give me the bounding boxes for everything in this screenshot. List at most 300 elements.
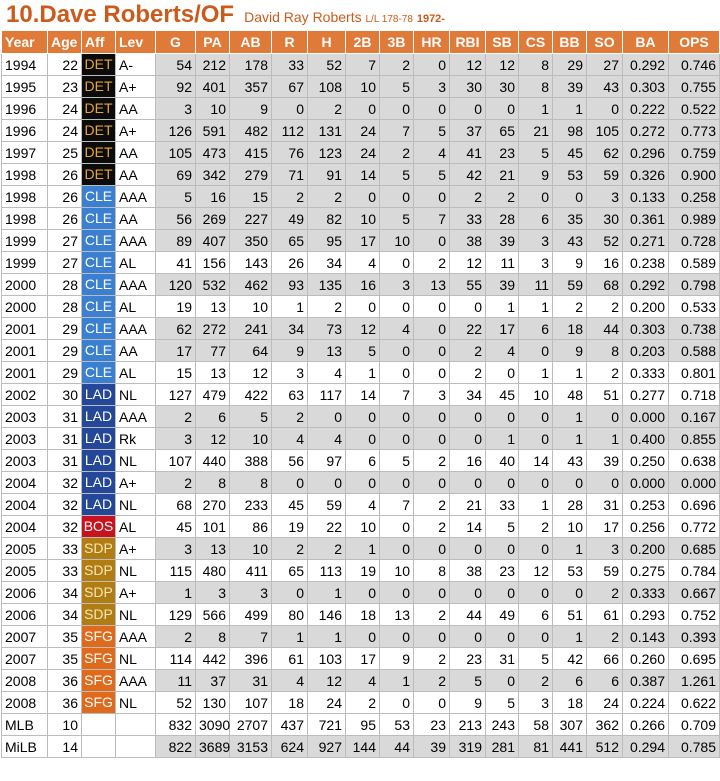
cell-so: 105 — [587, 120, 623, 142]
cell-2b: 17 — [346, 230, 380, 252]
cell-ba: 0.296 — [623, 142, 669, 164]
cell-ba: 0.333 — [623, 582, 669, 604]
player-full-name: David Ray Roberts — [244, 9, 362, 25]
cell-ba: 0.000 — [623, 406, 669, 428]
team-badge: LAD — [82, 384, 115, 405]
cell-rbi: 37 — [450, 120, 486, 142]
cell-sb: 5 — [486, 692, 519, 714]
cell-g: 1 — [156, 582, 196, 604]
cell-cs: 0 — [519, 472, 553, 494]
cell-aff — [82, 450, 116, 472]
cell-hr: 0 — [414, 54, 450, 76]
cell-h: 4 — [308, 362, 346, 384]
cell-aff — [82, 186, 116, 208]
cell-bb: 0 — [553, 582, 587, 604]
cell-sb: 2 — [486, 186, 519, 208]
cell-cs: 0 — [519, 428, 553, 450]
cell-sb: 0 — [486, 98, 519, 120]
team-badge: SDP — [82, 560, 115, 581]
cell-ab: 9 — [230, 98, 272, 120]
cell-3b: 53 — [380, 714, 414, 736]
team-badge: SFG — [82, 626, 115, 647]
cell-age: 35 — [48, 648, 82, 670]
cell-r: 4 — [272, 670, 308, 692]
cell-year: 2000 — [2, 296, 48, 318]
cell-age: 32 — [48, 494, 82, 516]
player-bats-throws: L/L 178-78 — [365, 14, 413, 25]
table-row — [2, 142, 720, 164]
cell-bb: 45 — [553, 142, 587, 164]
cell-bb: 1 — [553, 406, 587, 428]
cell-age: 33 — [48, 538, 82, 560]
cell-lev: A+ — [116, 538, 156, 560]
team-badge: DET — [82, 54, 115, 75]
cell-aff — [82, 164, 116, 186]
cell-year: 2003 — [2, 450, 48, 472]
cell-2b: 1 — [346, 538, 380, 560]
cell-ops: 1.261 — [669, 670, 720, 692]
cell-r: 437 — [272, 714, 308, 736]
cell-so: 0 — [587, 406, 623, 428]
cell-so: 52 — [587, 230, 623, 252]
cell-age: 26 — [48, 186, 82, 208]
cell-so: 512 — [587, 736, 623, 758]
cell-r: 56 — [272, 450, 308, 472]
cell-so: 2 — [587, 582, 623, 604]
cell-pa: 401 — [196, 76, 230, 98]
team-badge: SFG — [82, 648, 115, 669]
cell-pa: 532 — [196, 274, 230, 296]
cell-pa: 12 — [196, 428, 230, 450]
cell-cs: 6 — [519, 318, 553, 340]
cell-g: 54 — [156, 54, 196, 76]
cell-lev: AAA — [116, 318, 156, 340]
cell-lev: A+ — [116, 582, 156, 604]
table-row — [2, 516, 720, 538]
cell-ba: 0.133 — [623, 186, 669, 208]
cell-age: 27 — [48, 252, 82, 274]
cell-so: 2 — [587, 626, 623, 648]
cell-aff — [82, 362, 116, 384]
cell-so: 3 — [587, 538, 623, 560]
cell-ops: 0.522 — [669, 98, 720, 120]
team-badge: CLE — [82, 318, 115, 339]
cell-3b: 5 — [380, 164, 414, 186]
cell-age: 29 — [48, 340, 82, 362]
cell-pa: 479 — [196, 384, 230, 406]
cell-lev: AL — [116, 296, 156, 318]
cell-cs: 10 — [519, 384, 553, 406]
cell-cs: 2 — [519, 516, 553, 538]
cell-bb: 1 — [553, 428, 587, 450]
cell-lev: AAA — [116, 230, 156, 252]
cell-age: 32 — [48, 516, 82, 538]
cell-ba: 0.200 — [623, 538, 669, 560]
cell-bb: 18 — [553, 318, 587, 340]
cell-h: 123 — [308, 142, 346, 164]
cell-ops: 0.855 — [669, 428, 720, 450]
cell-bb: 441 — [553, 736, 587, 758]
cell-2b: 0 — [346, 626, 380, 648]
cell-g: 89 — [156, 230, 196, 252]
cell-2b: 24 — [346, 120, 380, 142]
column-header-g: G — [156, 31, 196, 54]
table-row — [2, 582, 720, 604]
cell-age: 28 — [48, 274, 82, 296]
cell-rbi: 0 — [450, 582, 486, 604]
cell-hr: 0 — [414, 692, 450, 714]
cell-year: 2004 — [2, 494, 48, 516]
cell-cs: 1 — [519, 494, 553, 516]
column-header-aff: Aff — [82, 31, 116, 54]
table-row — [2, 538, 720, 560]
cell-ops: 0.258 — [669, 186, 720, 208]
cell-pa: 473 — [196, 142, 230, 164]
cell-year: MiLB — [2, 736, 48, 758]
cell-g: 2 — [156, 472, 196, 494]
team-badge: CLE — [82, 296, 115, 317]
cell-so: 2 — [587, 296, 623, 318]
table-row — [2, 208, 720, 230]
team-badge: CLE — [82, 362, 115, 383]
cell-hr: 13 — [414, 274, 450, 296]
cell-ba: 0.143 — [623, 626, 669, 648]
cell-h: 13 — [308, 340, 346, 362]
cell-year: 2006 — [2, 582, 48, 604]
cell-h: 2 — [308, 98, 346, 120]
cell-year: 2008 — [2, 692, 48, 714]
cell-g: 127 — [156, 384, 196, 406]
cell-cs: 5 — [519, 142, 553, 164]
cell-3b: 9 — [380, 648, 414, 670]
column-header-bb: BB — [553, 31, 587, 54]
table-row — [2, 560, 720, 582]
cell-year: 2001 — [2, 340, 48, 362]
cell-age: 25 — [48, 142, 82, 164]
cell-year: 2001 — [2, 362, 48, 384]
cell-sb: 21 — [486, 164, 519, 186]
cell-so: 6 — [587, 670, 623, 692]
cell-h: 82 — [308, 208, 346, 230]
team-badge: LAD — [82, 450, 115, 471]
cell-cs: 1 — [519, 98, 553, 120]
cell-r: 67 — [272, 76, 308, 98]
cell-ba: 0.253 — [623, 494, 669, 516]
cell-sb: 0 — [486, 538, 519, 560]
table-row — [2, 274, 720, 296]
cell-r: 1 — [272, 626, 308, 648]
team-badge: SDP — [82, 538, 115, 559]
totals-row — [2, 736, 720, 758]
cell-ab: 415 — [230, 142, 272, 164]
cell-year: 1998 — [2, 164, 48, 186]
cell-hr: 0 — [414, 582, 450, 604]
cell-g: 129 — [156, 604, 196, 626]
cell-r: 9 — [272, 340, 308, 362]
cell-2b: 14 — [346, 164, 380, 186]
team-badge: SFG — [82, 670, 115, 691]
cell-r: 0 — [272, 582, 308, 604]
cell-2b: 10 — [346, 208, 380, 230]
team-badge: LAD — [82, 406, 115, 427]
cell-cs: 6 — [519, 208, 553, 230]
cell-ops: 0.622 — [669, 692, 720, 714]
cell-2b: 10 — [346, 76, 380, 98]
cell-pa: 566 — [196, 604, 230, 626]
cell-age: 35 — [48, 626, 82, 648]
cell-year: 2003 — [2, 406, 48, 428]
cell-hr: 0 — [414, 230, 450, 252]
cell-so: 362 — [587, 714, 623, 736]
table-row — [2, 450, 720, 472]
page-title-row — [0, 0, 700, 30]
cell-h: 2 — [308, 296, 346, 318]
cell-bb: 1 — [553, 98, 587, 120]
cell-bb: 0 — [553, 186, 587, 208]
cell-rbi: 2 — [450, 340, 486, 362]
cell-hr: 4 — [414, 142, 450, 164]
cell-g: 2 — [156, 406, 196, 428]
cell-aff — [82, 76, 116, 98]
column-header-ba: BA — [623, 31, 669, 54]
cell-ab: 10 — [230, 428, 272, 450]
cell-year: 2004 — [2, 516, 48, 538]
cell-sb: 0 — [486, 472, 519, 494]
cell-so: 61 — [587, 604, 623, 626]
cell-ab: 64 — [230, 340, 272, 362]
cell-ops: 0.588 — [669, 340, 720, 362]
cell-ops: 0.759 — [669, 142, 720, 164]
cell-aff — [82, 494, 116, 516]
cell-3b: 0 — [380, 428, 414, 450]
cell-h: 59 — [308, 494, 346, 516]
cell-ba: 0.222 — [623, 98, 669, 120]
cell-bb: 9 — [553, 340, 587, 362]
cell-rbi: 23 — [450, 648, 486, 670]
cell-cs: 81 — [519, 736, 553, 758]
cell-cs: 58 — [519, 714, 553, 736]
cell-ops: 0.989 — [669, 208, 720, 230]
cell-3b: 0 — [380, 516, 414, 538]
cell-aff — [82, 230, 116, 252]
cell-ab: 143 — [230, 252, 272, 274]
cell-age: 24 — [48, 98, 82, 120]
cell-year: 1999 — [2, 230, 48, 252]
column-header-ops: OPS — [669, 31, 720, 54]
team-badge: LAD — [82, 428, 115, 449]
cell-age: 31 — [48, 406, 82, 428]
cell-ba: 0.000 — [623, 472, 669, 494]
cell-r: 80 — [272, 604, 308, 626]
cell-ops: 0.728 — [669, 230, 720, 252]
cell-bb: 28 — [553, 494, 587, 516]
cell-h: 0 — [308, 472, 346, 494]
team-badge: DET — [82, 76, 115, 97]
cell-so: 8 — [587, 340, 623, 362]
cell-year: 2005 — [2, 560, 48, 582]
cell-ab: 5 — [230, 406, 272, 428]
cell-pa: 8 — [196, 626, 230, 648]
cell-ab: 499 — [230, 604, 272, 626]
cell-ba: 0.303 — [623, 318, 669, 340]
cell-pa: 8 — [196, 472, 230, 494]
cell-cs: 2 — [519, 670, 553, 692]
cell-cs: 3 — [519, 252, 553, 274]
cell-age: 10 — [48, 714, 82, 736]
cell-bb: 9 — [553, 252, 587, 274]
cell-year: 2007 — [2, 626, 48, 648]
cell-lev: AA — [116, 164, 156, 186]
team-badge: DET — [82, 164, 115, 185]
team-badge: BOS — [82, 516, 115, 537]
cell-so: 66 — [587, 648, 623, 670]
cell-age: 33 — [48, 560, 82, 582]
cell-sb: 1 — [486, 428, 519, 450]
cell-2b: 95 — [346, 714, 380, 736]
cell-3b: 2 — [380, 142, 414, 164]
cell-year: 2002 — [2, 384, 48, 406]
cell-lev: AAA — [116, 670, 156, 692]
cell-aff — [82, 626, 116, 648]
cell-hr: 0 — [414, 626, 450, 648]
cell-rbi: 41 — [450, 142, 486, 164]
cell-rbi: 12 — [450, 252, 486, 274]
cell-3b: 7 — [380, 120, 414, 142]
cell-sb: 0 — [486, 626, 519, 648]
column-header-year: Year — [2, 31, 48, 54]
cell-so: 0 — [587, 472, 623, 494]
cell-g: 5 — [156, 186, 196, 208]
cell-ops: 0.533 — [669, 296, 720, 318]
cell-bb: 39 — [553, 76, 587, 98]
cell-aff — [82, 516, 116, 538]
cell-h: 146 — [308, 604, 346, 626]
cell-ba: 0.333 — [623, 362, 669, 384]
cell-ops: 0.638 — [669, 450, 720, 472]
cell-h: 91 — [308, 164, 346, 186]
cell-sb: 0 — [486, 362, 519, 384]
cell-g: 114 — [156, 648, 196, 670]
cell-ab: 462 — [230, 274, 272, 296]
cell-aff — [82, 538, 116, 560]
cell-ba: 0.387 — [623, 670, 669, 692]
cell-aff — [82, 252, 116, 274]
cell-year: 1999 — [2, 252, 48, 274]
cell-h: 95 — [308, 230, 346, 252]
cell-pa: 270 — [196, 494, 230, 516]
cell-sb: 65 — [486, 120, 519, 142]
cell-3b: 0 — [380, 472, 414, 494]
cell-g: 3 — [156, 98, 196, 120]
cell-so: 27 — [587, 54, 623, 76]
cell-year: 1998 — [2, 208, 48, 230]
cell-so: 17 — [587, 516, 623, 538]
table-row — [2, 428, 720, 450]
cell-rbi: 30 — [450, 76, 486, 98]
cell-r: 18 — [272, 692, 308, 714]
cell-bb: 1 — [553, 538, 587, 560]
cell-ba: 0.224 — [623, 692, 669, 714]
cell-year: 1997 — [2, 142, 48, 164]
cell-r: 63 — [272, 384, 308, 406]
cell-2b: 0 — [346, 98, 380, 120]
cell-2b: 4 — [346, 670, 380, 692]
table-row — [2, 648, 720, 670]
cell-hr: 2 — [414, 252, 450, 274]
cell-2b: 10 — [346, 516, 380, 538]
table-row — [2, 626, 720, 648]
table-row — [2, 230, 720, 252]
cell-r: 49 — [272, 208, 308, 230]
cell-h: 2 — [308, 186, 346, 208]
cell-pa: 342 — [196, 164, 230, 186]
team-badge: LAD — [82, 472, 115, 493]
cell-age: 31 — [48, 450, 82, 472]
cell-rbi: 16 — [450, 450, 486, 472]
cell-r: 2 — [272, 538, 308, 560]
cell-age: 31 — [48, 428, 82, 450]
cell-cs: 3 — [519, 692, 553, 714]
cell-2b: 0 — [346, 186, 380, 208]
cell-pa: 440 — [196, 450, 230, 472]
team-badge: CLE — [82, 340, 115, 361]
cell-2b: 7 — [346, 54, 380, 76]
cell-rbi: 21 — [450, 494, 486, 516]
cell-pa: 77 — [196, 340, 230, 362]
cell-ops: 0.695 — [669, 648, 720, 670]
cell-age: 24 — [48, 120, 82, 142]
cell-3b: 5 — [380, 76, 414, 98]
cell-aff — [82, 406, 116, 428]
table-row — [2, 54, 720, 76]
cell-ab: 178 — [230, 54, 272, 76]
cell-g: 832 — [156, 714, 196, 736]
cell-cs: 8 — [519, 54, 553, 76]
cell-so: 62 — [587, 142, 623, 164]
cell-pa: 407 — [196, 230, 230, 252]
cell-so: 3 — [587, 186, 623, 208]
cell-2b: 0 — [346, 406, 380, 428]
cell-3b: 0 — [380, 186, 414, 208]
cell-r: 26 — [272, 252, 308, 274]
cell-sb: 12 — [486, 54, 519, 76]
cell-3b: 0 — [380, 582, 414, 604]
cell-h: 108 — [308, 76, 346, 98]
cell-ab: 31 — [230, 670, 272, 692]
cell-so: 59 — [587, 560, 623, 582]
cell-lev: AA — [116, 142, 156, 164]
cell-rbi: 22 — [450, 318, 486, 340]
cell-2b: 17 — [346, 648, 380, 670]
cell-year: 2007 — [2, 648, 48, 670]
cell-h: 0 — [308, 406, 346, 428]
cell-rbi: 12 — [450, 54, 486, 76]
cell-ops: 0.798 — [669, 274, 720, 296]
cell-2b: 0 — [346, 428, 380, 450]
cell-age: 30 — [48, 384, 82, 406]
cell-sb: 17 — [486, 318, 519, 340]
cell-3b: 0 — [380, 362, 414, 384]
cell-age: 27 — [48, 230, 82, 252]
cell-lev: AAA — [116, 626, 156, 648]
table-row — [2, 318, 720, 340]
cell-g: 105 — [156, 142, 196, 164]
cell-r: 65 — [272, 560, 308, 582]
cell-so: 39 — [587, 450, 623, 472]
cell-2b: 24 — [346, 142, 380, 164]
cell-rbi: 0 — [450, 296, 486, 318]
cell-hr: 0 — [414, 362, 450, 384]
